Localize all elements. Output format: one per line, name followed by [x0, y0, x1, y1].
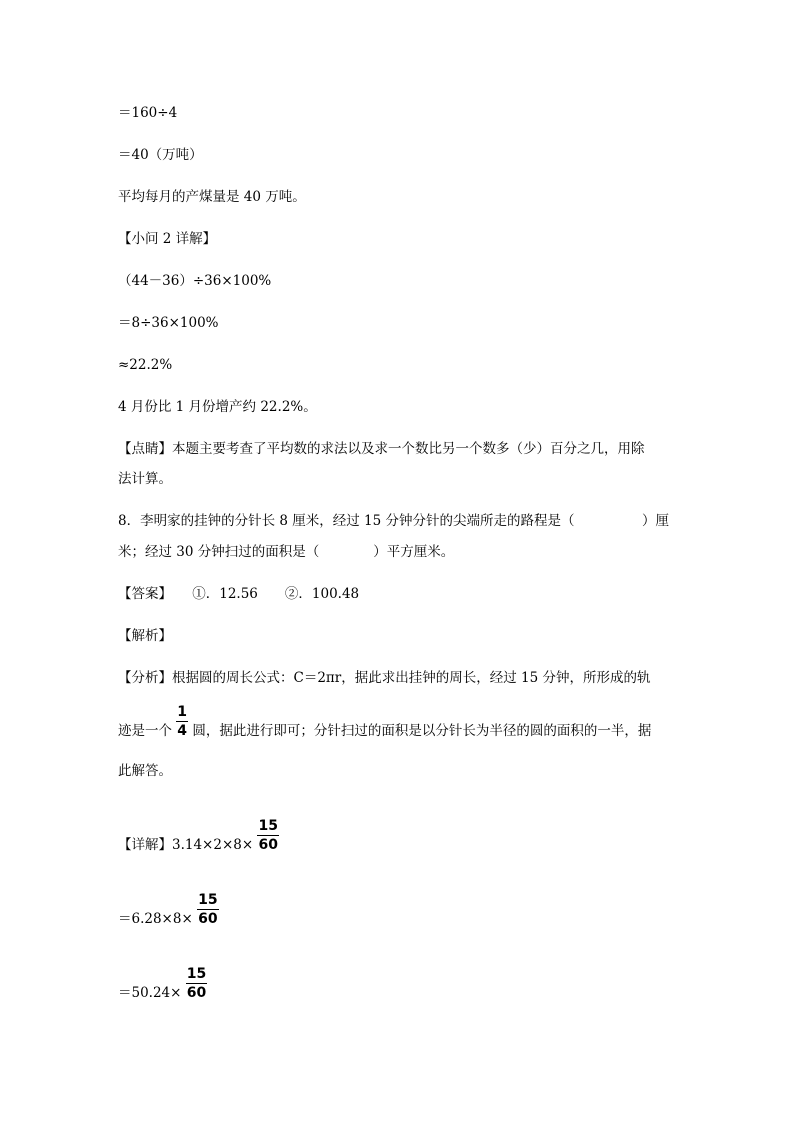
fraction-denominator: 60 [258, 837, 278, 853]
comment-line-1: 【点睛】本题主要考查了平均数的求法以及求一个数比另一个数多（少）百分之几，用除 [118, 441, 645, 457]
analysis-line-2-start: 迹是一个 [118, 723, 172, 739]
detail-line-2 [118, 892, 219, 937]
detail-line-3 [118, 966, 207, 1011]
line-2: ＝40（万吨） [118, 147, 203, 163]
subquestion-2-heading: 【小问 2 详解】 [118, 231, 217, 247]
line-3: 平均每月的产煤量是 40 万吨。 [118, 189, 306, 205]
line-6: ＝8÷36×100% [118, 315, 219, 331]
analysis-line-1: 【分析】根据圆的周长公式：C＝2πr，据此求出挂钟的周长，经过 15 分钟，所形成的轨 [118, 670, 651, 686]
line-5: （44－36）÷36×100% [118, 273, 272, 289]
line-1: ＝160÷4 [118, 105, 178, 121]
analysis-line-2 [118, 704, 652, 749]
detail-line-2-text: ＝6.28×8× [118, 911, 193, 927]
analysis-line-3: 此解答。 [118, 763, 172, 779]
detail-line-3-text: ＝50.24× [118, 985, 182, 1001]
fraction-denominator: 60 [186, 985, 207, 1001]
fraction-15-60 [186, 966, 207, 1001]
comment-line-2: 法计算。 [118, 471, 172, 487]
answer-line: 【答案】 ①．12.56 ②．100.48 [118, 586, 360, 602]
detail-line-1 [118, 818, 279, 863]
fraction-numerator: 15 [186, 966, 207, 982]
analysis-line-2-end: 圆，据此进行即可；分针扫过的面积是以分针长为半径的圆的面积的一半，据 [192, 723, 652, 739]
analysis-heading: 【解析】 [118, 628, 172, 644]
fraction-numerator: 15 [198, 892, 218, 908]
fraction-denominator: 4 [177, 723, 188, 739]
line-8: 4 月份比 1 月份增产约 22.2%。 [118, 399, 317, 415]
question-8-line-2: 米；经过 30 分钟扫过的面积是（ ）平方厘米。 [118, 544, 455, 560]
fraction-quarter [176, 704, 188, 739]
fraction-numerator: 1 [177, 704, 188, 720]
fraction-15-60 [257, 818, 278, 853]
fraction-denominator: 60 [198, 911, 218, 927]
line-7: ≈22.2% [118, 357, 173, 373]
fraction-numerator: 15 [258, 818, 278, 834]
detail-line-1-text: 【详解】3.14×2×8× [118, 837, 254, 853]
fraction-15-60 [197, 892, 218, 927]
question-8-line-1: 8．李明家的挂钟的分针长 8 厘米，经过 15 分钟分针的尖端所走的路程是（ ）厘 [118, 513, 670, 529]
